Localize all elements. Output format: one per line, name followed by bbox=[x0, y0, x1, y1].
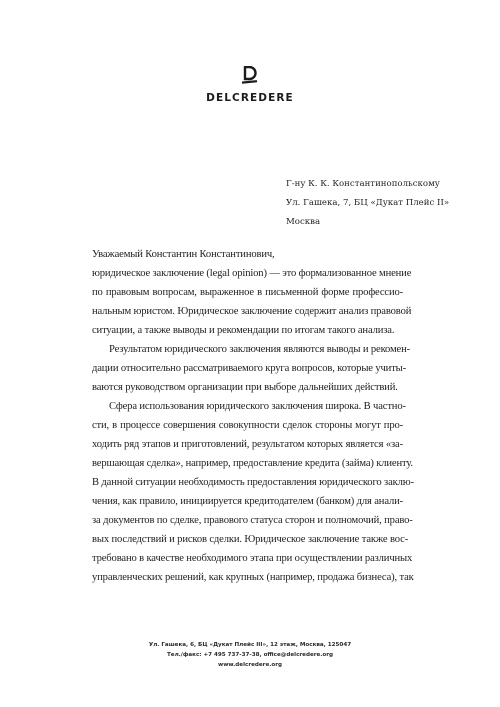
body-line: вых последствий и рисков сделки. Юридическое заключение также вос- bbox=[92, 534, 409, 545]
body-line: сти, в процессе совершения совокупности сделок стороны могут про- bbox=[92, 420, 403, 431]
body-line: за документов по сделке, правового статуса сторон и полномочий, право- bbox=[92, 515, 413, 526]
body-line: В данной ситуации необходимость предоставления юридического заклю- bbox=[92, 477, 414, 488]
recipient-street: Ул. Гашека, 7, БЦ «Дукат Плейс II» bbox=[286, 198, 450, 208]
body-line: ваются руководством организации при выборе дальнейших действий. bbox=[92, 382, 398, 393]
brand-logo bbox=[0, 66, 500, 104]
recipient-name: Г-ну К. К. Константинопольскому bbox=[286, 179, 440, 189]
body-line: требовано в качестве необходимого этапа при осуществлении различных bbox=[92, 553, 413, 564]
recipient-address-block bbox=[286, 175, 449, 232]
body-line: Результатом юридического заключения являются выводы и рекомен- bbox=[109, 344, 410, 355]
recipient-city: Москва bbox=[286, 217, 321, 227]
body-line: управленческих решений, как крупных (например, продажа бизнеса), так bbox=[92, 572, 414, 583]
letter-body bbox=[92, 245, 414, 587]
body-line: чения, как правило, инициируется кредитодателем (банком) для анали- bbox=[92, 496, 403, 507]
body-line: юридическое заключение (legal opinion) — это формализованное мнение bbox=[92, 268, 412, 279]
footer-contacts: Тел./факс: +7 495 737-37-38, office@delcredere.org bbox=[166, 652, 334, 658]
body-line: по правовым вопросам, выраженное в письменной форме профессио- bbox=[92, 287, 403, 298]
footer-address: Ул. Гашека, 6, БЦ «Дукат Плейс III», 12 этаж, Москва, 125047 bbox=[148, 642, 352, 648]
body-line: дации относительно рассматриваемого круга вопросов, которые учиты- bbox=[92, 363, 407, 374]
body-line: ходить ряд этапов и приготовлений, результатом которых является «за- bbox=[92, 439, 403, 450]
salutation: Уважаемый Константин Константинович, bbox=[92, 249, 275, 260]
brand-name: DELCREDERE bbox=[206, 92, 294, 104]
body-line: ситуации, а также выводы и рекомендации по итогам такого анализа. bbox=[92, 325, 395, 336]
letterhead-footer bbox=[0, 640, 500, 670]
footer-website: www.delcredere.org bbox=[218, 662, 282, 668]
body-line: Сфера использования юридического заключения широка. В частно- bbox=[109, 401, 406, 412]
body-line: вершающая сделка», например, предоставление кредита (займа) клиенту. bbox=[92, 458, 413, 469]
body-line: нальным юристом. Юридическое заключение содержит анализ правовой bbox=[92, 306, 412, 317]
delcredere-d-mark-icon bbox=[241, 66, 259, 86]
